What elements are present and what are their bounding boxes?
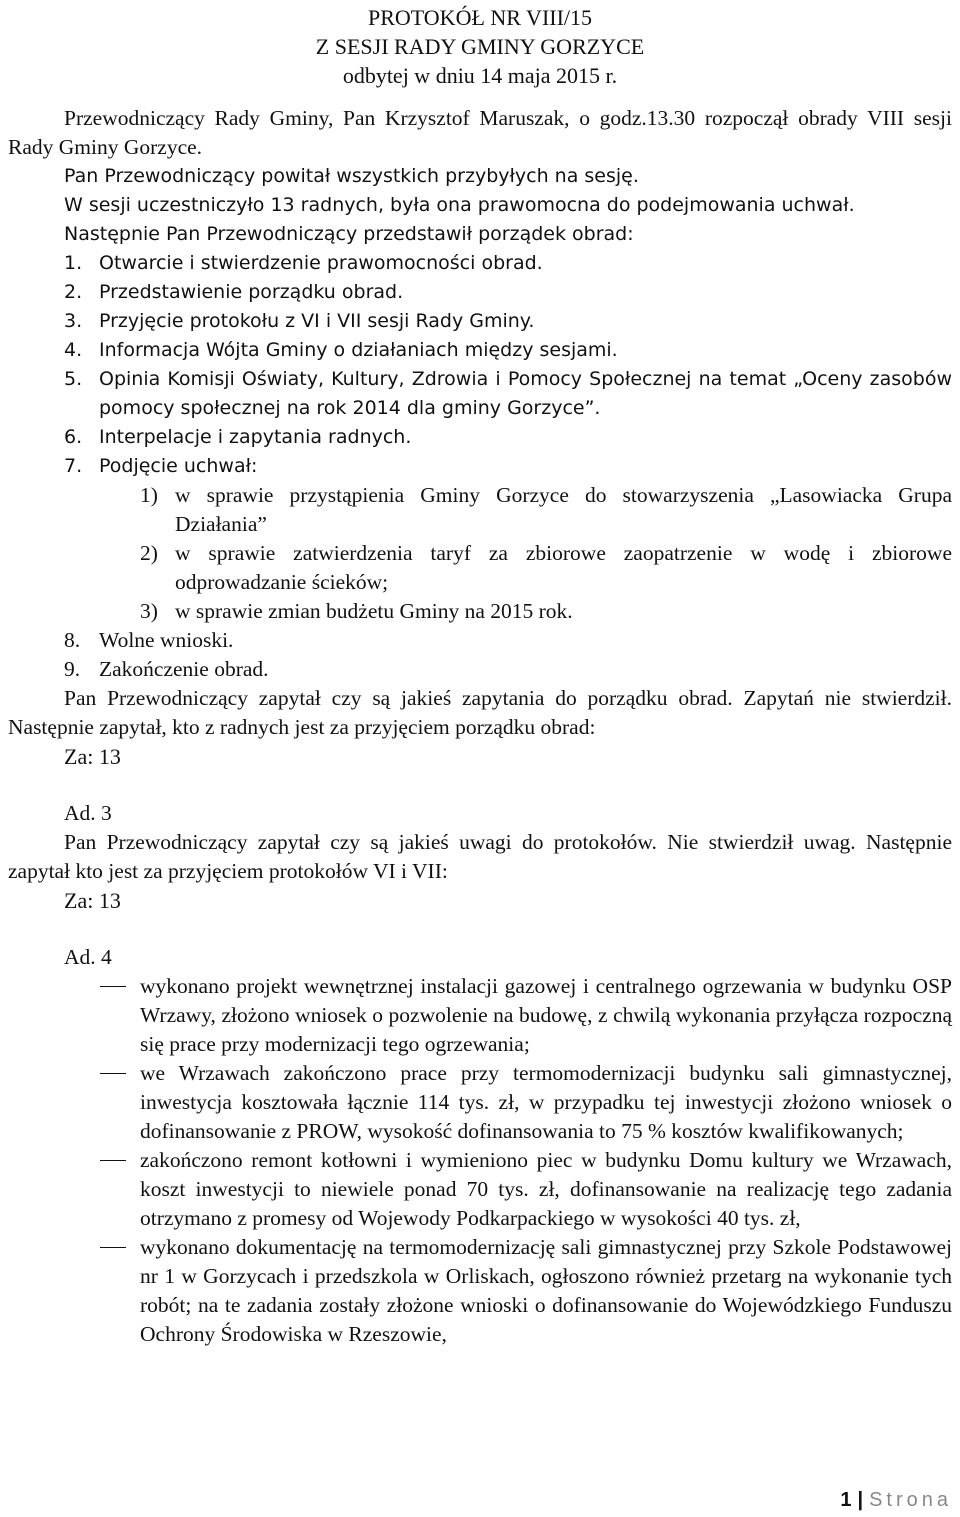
dash-bullet: [8, 1233, 140, 1349]
dash-bullet: [8, 1146, 140, 1233]
page-footer: [840, 1489, 952, 1512]
agenda-item: 3. Przyjęcie protokołu z VI i VII sesji Rady Gminy.: [64, 310, 535, 332]
document-subtitle: Z SESJI RADY GMINY GORZYCE: [315, 34, 645, 59]
list-item: we Wrzawach zakończono prace przy termomodernizacji budynku sali gimnastycznej, inwestycja kosztowała łącznie 114 tys. zł, w przypadku tej inwestycji złożono wniosek o dofinansowanie z PROW, wysokość dofinansowania to 75 % kosztów kwalifikowanych;: [8, 1059, 952, 1146]
agenda-item: 9. Zakończenie obrad.: [64, 657, 269, 681]
agenda-item: 2. Przedstawienie porządku obrad.: [64, 281, 404, 303]
resolution-item: 2) w sprawie zatwierdzenia taryf za zbiorowe zaopatrzenie w wodę i zbiorowe odprowadzanie ścieków;: [140, 541, 952, 594]
agenda-list: [8, 249, 952, 684]
agenda-item: 1. Otwarcie i stwierdzenie prawomocności obrad.: [64, 252, 543, 274]
agenda-questions-paragraph: Pan Przewodniczący zapytał czy są jakieś zapytania do porządku obrad. Zapytań nie stwierdził. Następnie zapytał, kto z radnych jest za przyjęciem porządku obrad:: [8, 686, 952, 739]
footer-separator: |: [857, 1489, 864, 1511]
session-date: odbytej w dniu 14 maja 2015 r.: [342, 63, 618, 88]
resolution-item: 3) w sprawie zmian budżetu Gminy na 2015 rok.: [140, 599, 573, 623]
ad3-heading: Ad. 3: [64, 801, 112, 825]
agenda-item: 7. Podjęcie uchwał:: [64, 455, 258, 477]
agenda-item: 5. Opinia Komisji Oświaty, Kultury, Zdrowia i Pomocy Społecznej na temat „Oceny zasobów pomocy społecznej na rok 2014 dla gminy Gorzyce”.: [64, 368, 952, 419]
list-item: wykonano dokumentację na termomodernizację sali gimnastycznej przy Szkole Podstawowej nr 1 w Gorzycach i przedszkola w Orliskach, ogłoszono również przetarg na wykonanie tych robót; na te zadania zostały złożone wnioski o dofinansowanie do Wojewódzkiego Funduszu Ochrony Środowiska w Rzeszowie,: [8, 1233, 952, 1349]
page-label: Strona: [869, 1489, 952, 1511]
vote-agenda: Za: 13: [64, 744, 121, 769]
agenda-item: 6. Interpelacje i zapytania radnych.: [64, 426, 412, 448]
ad4-heading: Ad. 4: [64, 945, 112, 969]
dash-bullet: [8, 972, 140, 1059]
ad3-paragraph: Pan Przewodniczący zapytał czy są jakieś uwagi do protokołów. Nie stwierdził uwag. Następnie zapytał kto jest za przyjęciem protokołów VI i VII:: [8, 830, 952, 883]
resolution-item: 1) w sprawie przystąpienia Gminy Gorzyce do stowarzyszenia „Lasowiacka Grupa Działania”: [140, 483, 952, 536]
agenda-intro: Następnie Pan Przewodniczący przedstawił porządek obrad:: [64, 223, 634, 245]
list-item: wykonano projekt wewnętrznej instalacji gazowej i centralnego ogrzewania w budynku OSP Wrzawy, złożono wniosek o pozwolenie na budowę, z chwilą wykonania przyłącza rozpoczną się prace przy modernizacji tego ogrzewania;: [8, 972, 952, 1059]
page-number: 1: [840, 1489, 852, 1511]
quorum-paragraph: W sesji uczestniczyło 13 radnych, była ona prawomocna do podejmowania uchwał.: [64, 194, 855, 216]
greeting-paragraph: Pan Przewodniczący powitał wszystkich przybyłych na sesję.: [64, 165, 639, 187]
agenda-item: 4. Informacja Wójta Gminy o działaniach między sesjami.: [64, 339, 618, 361]
document-title: PROTOKÓŁ NR VIII/15: [367, 5, 593, 30]
agenda-item: 8. Wolne wnioski.: [64, 628, 234, 652]
opening-paragraph: Przewodniczący Rady Gminy, Pan Krzysztof Maruszak, o godz.13.30 rozpoczął obrady VIII sesji Rady Gminy Gorzyce.: [8, 106, 952, 159]
list-item: zakończono remont kotłowni i wymieniono piec w budynku Domu kultury we Wrzawach, koszt inwestycji to niewiele ponad 70 tys. zł, dofinansowanie na realizację tego zadania otrzymano z promesy od Wojewody Podkarpackiego w wysokości 40 tys. zł,: [8, 1146, 952, 1233]
ad4-list: [8, 972, 952, 1349]
dash-bullet: [8, 1059, 140, 1146]
vote-protocols: Za: 13: [64, 888, 121, 913]
